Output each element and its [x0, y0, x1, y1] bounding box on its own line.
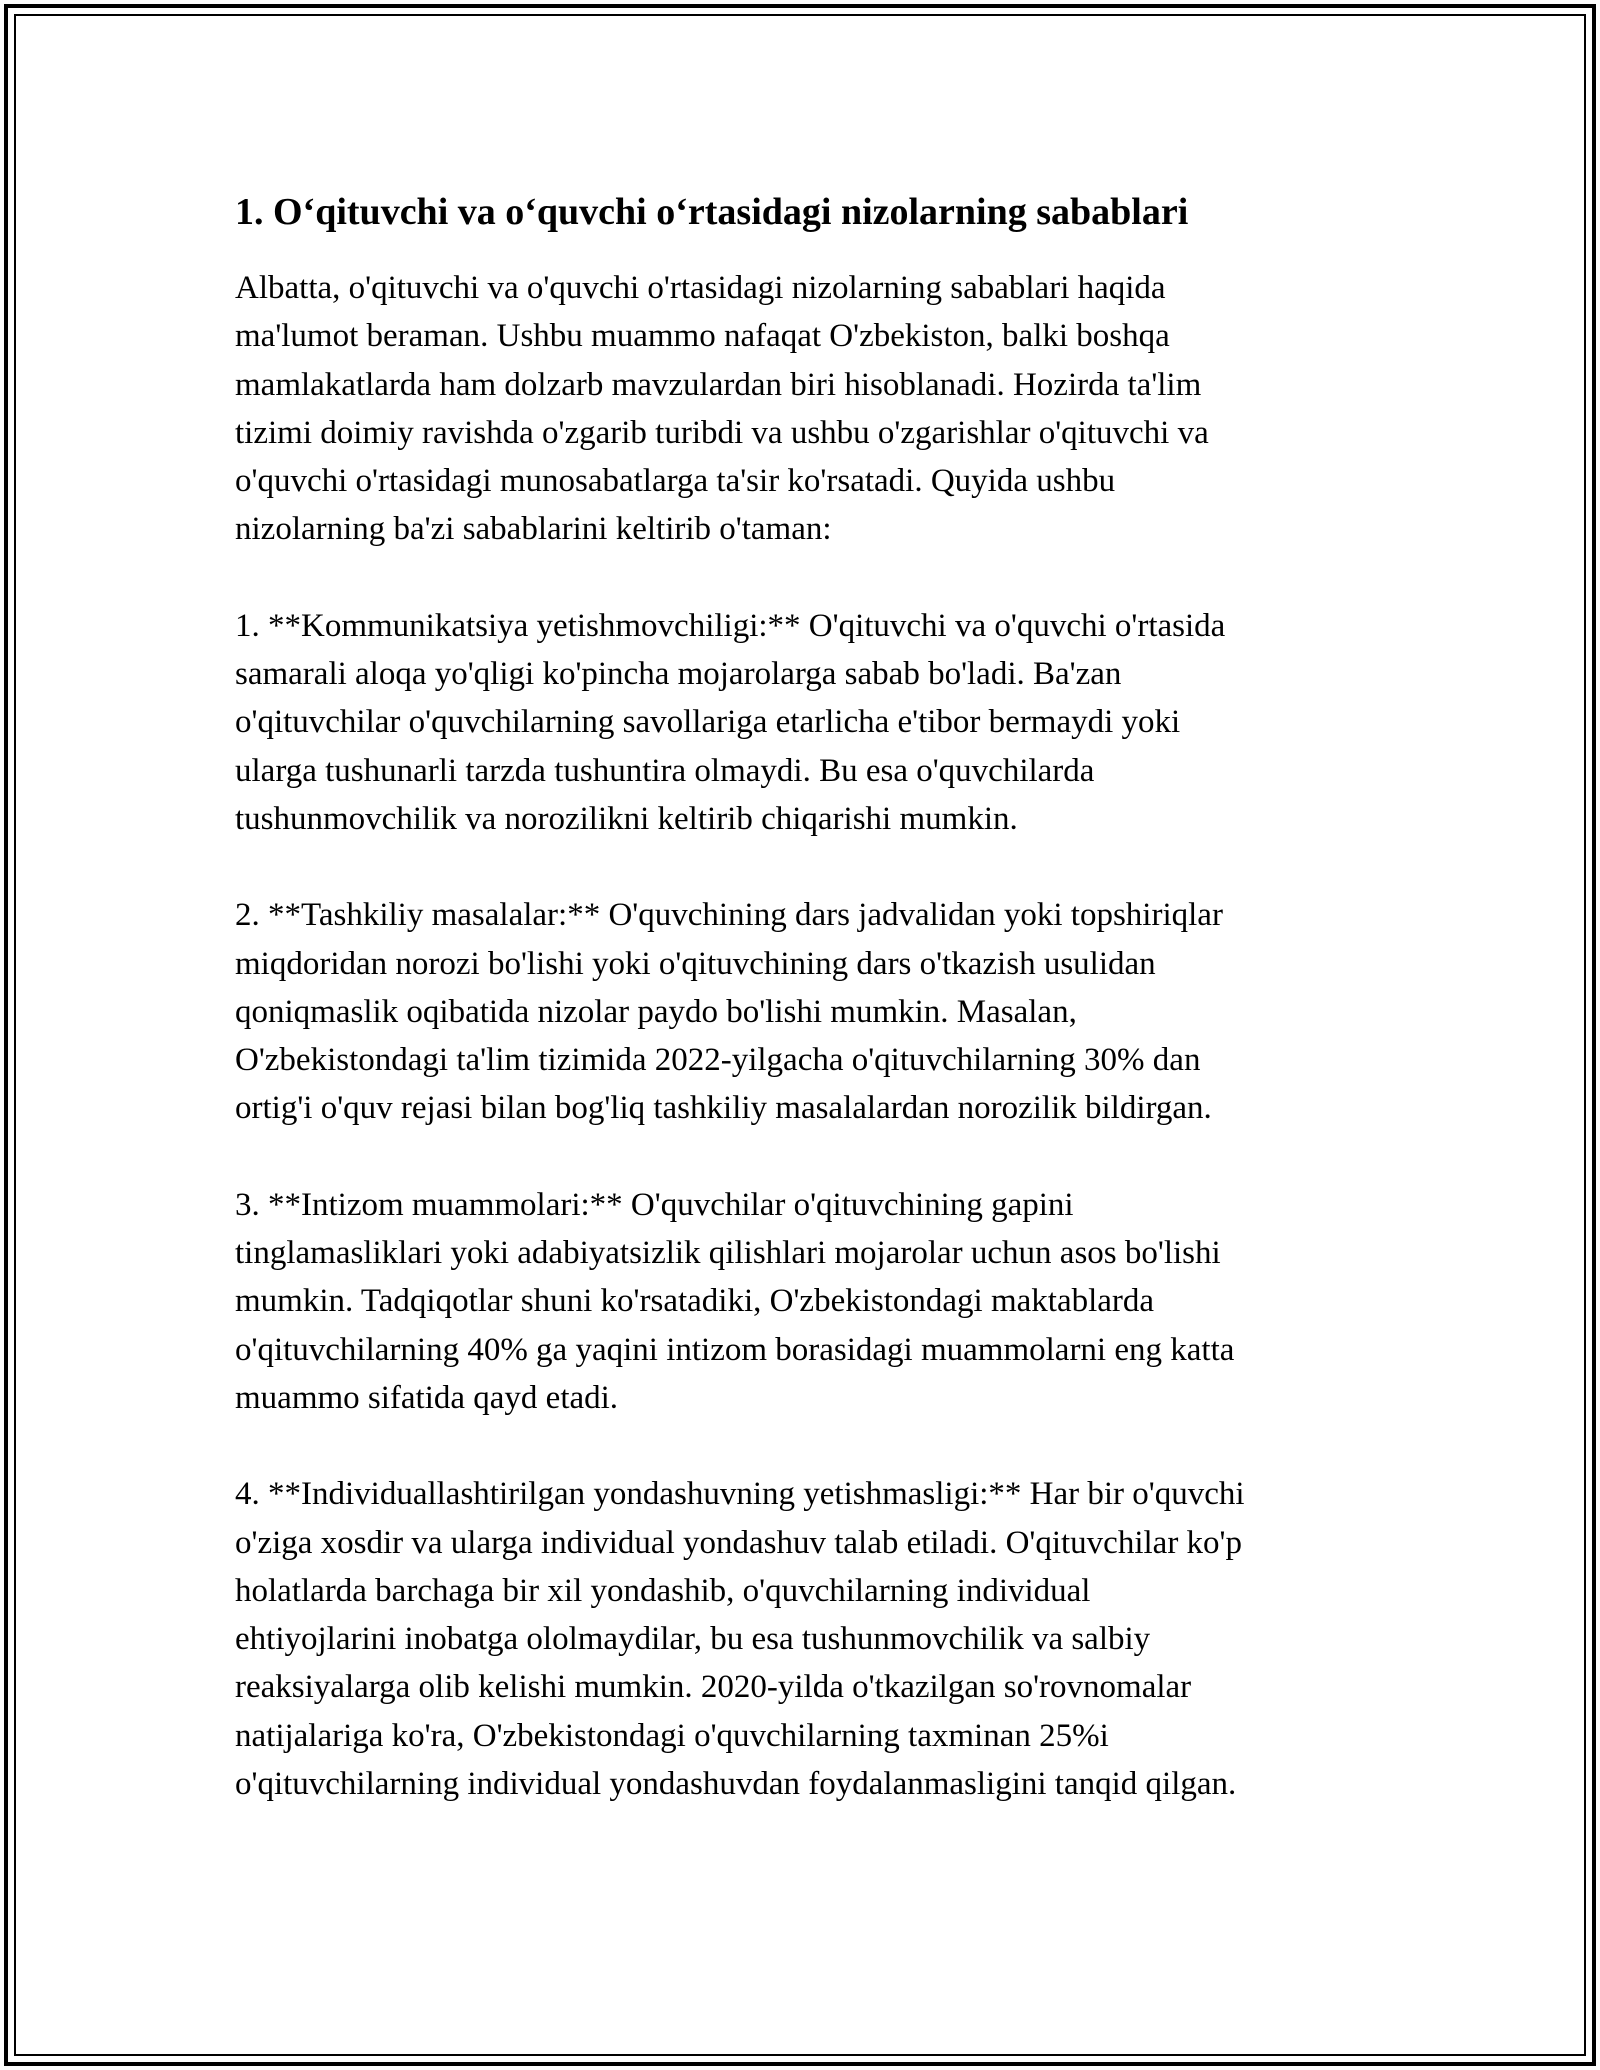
- intro-paragraph: Albatta, o'qituvchi va o'quvchi o'rtasidagi nizolarning sabablari haqida ma'lumot beraman. Ushbu muammo nafaqat O'zbekiston, balki boshqa mamlakatlarda ham dolzarb mavzulardan biri hisoblanadi. Hozirda ta'lim tizimi doimiy ravishda o'zgarib turibdi va ushbu o'zgarishlar o'qituvchi va o'quvchi o'rtasidagi munosabatlarga ta'sir ko'rsatadi. Quyida ushbu nizolarning ba'zi sabablarini keltirib o'taman:: [235, 270, 1209, 548]
- list-item-discipline: 3. **Intizom muammolari:** O'quvchilar o'qituvchining gapini tinglamasliklari yoki adabiyatsizlik qilishlari mojarolar uchun asos bo'lishi mumkin. Tadqiqotlar shuni ko'rsatadiki, O'zbekistondagi maktablarda o'qituvchilarning 40% ga yaqini intizom borasidagi muammolarni eng katta muammo sifatida qayd etadi.: [235, 1186, 1235, 1416]
- section-heading: 1. Oʻqituvchi va oʻquvchi oʻrtasidagi nizolarning sabablari: [235, 191, 1189, 233]
- list-item-communication: 1. **Kommunikatsiya yetishmovchiligi:** O'qituvchi va o'quvchi o'rtasida samarali aloqa yo'qligi ko'pincha mojarolarga sabab bo'ladi. Ba'zan o'qituvchilar o'quvchilarning savollariga etarlicha e'tibor bermaydi yoki ularga tushunarli tarzda tushuntira olmaydi. Bu esa o'quvchilarda tushunmovchilik va norozilikni keltirib chiqarishi mumkin.: [235, 607, 1226, 837]
- list-item-organizational: 2. **Tashkiliy masalalar:** O'quvchining dars jadvalidan yoki topshiriqlar miqdoridan norozi bo'lishi yoki o'qituvchining dars o'tkazish usulidan qoniqmaslik oqibatida nizolar paydo bo'lishi mumkin. Masalan, O'zbekistondagi ta'lim tizimida 2022-yilgacha o'qituvchilarning 30% dan ortig'i o'quv rejasi bilan bog'liq tashkiliy masalalardan norozilik bildirgan.: [235, 897, 1223, 1127]
- document-body: [235, 186, 1415, 1808]
- list-item-individual-approach: 4. **Individuallashtirilgan yondashuvning yetishmasligi:** Har bir o'quvchi o'ziga xosdir va ularga individual yondashuv talab etiladi. O'qituvchilar ko'p holatlarda barchaga bir xil yondashib, o'quvchilarning individual ehtiyojlarini inobatga ololmaydilar, bu esa tushunmovchilik va salbiy reaksiyalarga olib kelishi mumkin. 2020-yilda o'tkazilgan so'rovnomalar natijalariga ko'ra, O'zbekistondagi o'quvchilarning taxminan 25%i o'qituvchilarning individual yondashuvdan foydalanmasligini tanqid qilgan.: [235, 1476, 1245, 1803]
